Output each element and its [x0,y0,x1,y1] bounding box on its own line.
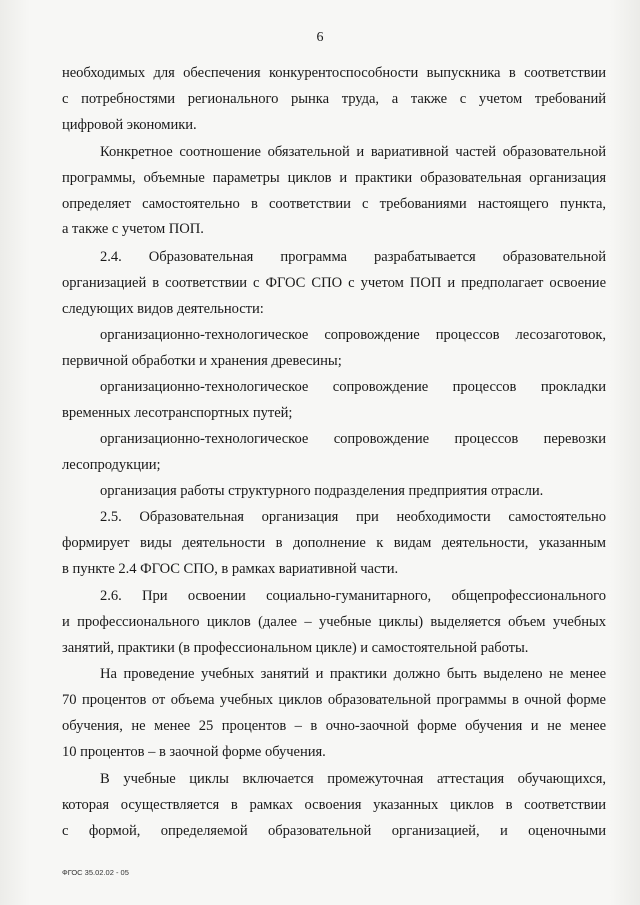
text-line: и профессионального циклов (далее – учебные циклы) выделяется объем учебных [62,614,606,630]
text-line: обучения, не менее 25 процентов – в очно-заочной форме обучения и не менее [62,718,606,734]
text-line: первичной обработки и хранения древесины; [62,353,342,369]
page-number: 6 [316,30,324,45]
text-line: На проведение учебных занятий и практики должно быть выделено не менее [100,666,606,682]
text-line: цифровой экономики. [62,117,197,133]
text-line: а также с учетом ПОП. [62,221,204,237]
text-line: занятий, практики (в профессиональном цикле) и самостоятельной работы. [62,640,529,656]
text-line: организационно-технологическое сопровождение процессов прокладки [100,379,606,395]
text-line: организация работы структурного подразделения предприятия отрасли. [100,483,544,499]
text-line: необходимых для обеспечения конкурентоспособности выпускника в соответствии [62,65,606,81]
text-line: формирует виды деятельности в дополнение к видам деятельности, указанным [62,535,606,551]
text-line: 10 процентов – в заочной форме обучения. [62,744,326,760]
text-line: 2.5. Образовательная организация при необходимости самостоятельно [100,509,606,525]
text-line: 2.4. Образовательная программа разрабатывается образовательной [100,249,606,265]
text-line: которая осуществляется в рамках освоения указанных циклов в соответствии [62,797,606,813]
text-line: определяет самостоятельно в соответствии с требованиями настоящего пункта, [62,196,606,212]
text-line: В учебные циклы включается промежуточная аттестация обучающихся, [100,771,606,787]
text-line: временных лесотранспортных путей; [62,405,293,421]
text-line: организационно-технологическое сопровождение процессов перевозки [100,431,606,447]
text-line: следующих видов деятельности: [62,301,264,317]
text-line: с потребностями регионального рынка труда, а также с учетом требований [62,91,606,107]
text-line: с формой, определяемой образовательной организацией, и оценочными [62,823,606,839]
text-line: лесопродукции; [62,457,161,473]
text-line: программы, объемные параметры циклов и практики образовательная организация [62,170,606,186]
text-line: организационно-технологическое сопровождение процессов лесозаготовок, [100,327,606,343]
document-code: ФГОС 35.02.02 - 05 [62,868,129,877]
text-line: Конкретное соотношение обязательной и вариативной частей образовательной [100,144,606,160]
text-line: организацией в соответствии с ФГОС СПО с учетом ПОП и предполагает освоение [62,275,606,291]
text-line: 70 процентов от объема учебных циклов образовательной программы в очной форме [62,692,606,708]
text-line: 2.6. При освоении социально-гуманитарного, общепрофессионального [100,588,606,604]
text-line: в пункте 2.4 ФГОС СПО, в рамках вариативной части. [62,561,399,577]
